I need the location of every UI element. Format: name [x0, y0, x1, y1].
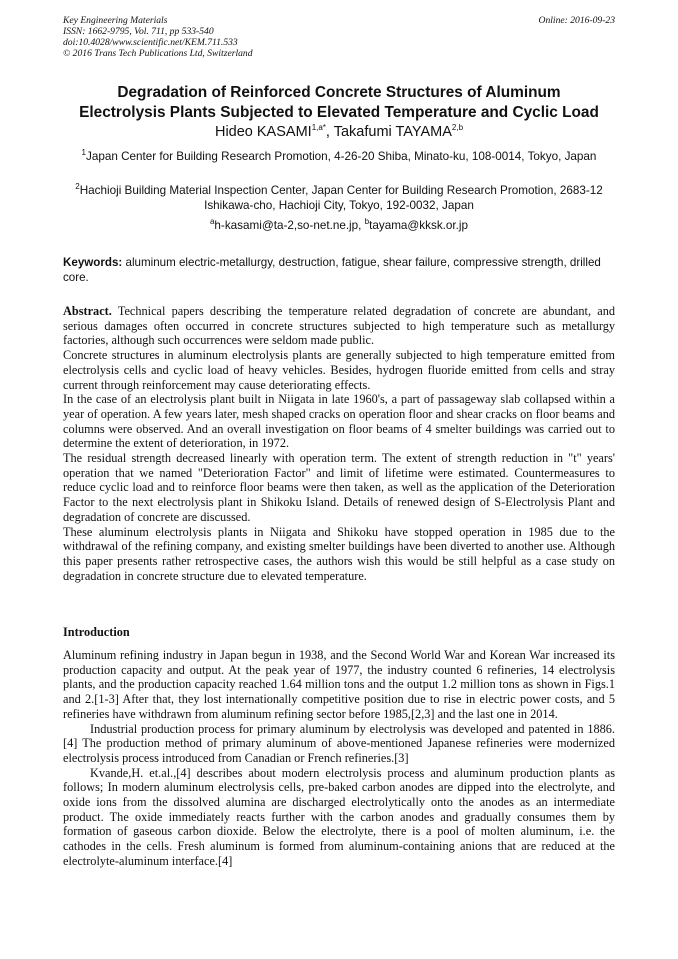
- author-1-sup: 1,a*: [311, 123, 326, 133]
- affiliation-2-text: Hachioji Building Material Inspection Center, Japan Center for Building Research Promotion, 2683-12 Ishikawa-cho, Hachioji City, Tokyo, 192-0032, Japan: [79, 184, 603, 212]
- introduction-body: [63, 648, 615, 869]
- author-separator: ,: [325, 124, 334, 140]
- intro-paragraph-1: Aluminum refining industry in Japan begun in 1938, and the Second World War and Korean War increased its production capacity and output. At the peak year of 1977, the industry counted 6 refineries, 14 electrolysis plants, and the production capacity reached 1.64 million tons and the output 1.2 million tons as shown in Figs.1 and 2.[1-3] After that, they lost internationally competitive position due to rise in electric power costs, and 5 refineries have withdrawn from aluminum refining sector before 1985,[2,3] and the last one in 2014.: [63, 648, 615, 721]
- email-a[interactable]: h-kasami@ta-2,so-net.ne.jp,: [214, 219, 365, 232]
- affiliation-2: [60, 183, 618, 213]
- keywords-text: aluminum electric-metallurgy, destruction, fatigue, shear failure, compressive strength, drilled core.: [63, 256, 601, 284]
- abstract-paragraph-3: In the case of an electrolysis plant built in Niigata in late 1960's, a part of passageway slab collapsed within a year of operation. A few years later, mesh shaped cracks on operation floor and shear cracks on floor beams and columns were observed. And an overall investigation on floor beams of 4 smelter buildings was carried out to determine the extent of deterioration, in 1972.: [63, 392, 615, 451]
- title-line-2: Electrolysis Plants Subjected to Elevated Temperature and Cyclic Load: [79, 104, 599, 121]
- abstract-label: Abstract.: [63, 304, 112, 318]
- intro-paragraph-2: Industrial production process for primary aluminum by electrolysis was developed and patented in 1886.[4] The production method of primary aluminum of above-mentioned Japanese refineries were modernized electrolysis process introduced from Canadian or French refineries.[3]: [63, 721, 615, 765]
- affiliation-1-sup: 1: [81, 148, 86, 158]
- affiliation-1-text: Japan Center for Building Research Promotion, 4-26-20 Shiba, Minato-ku, 108-0014, Tokyo, Japan: [86, 150, 597, 163]
- journal-name: Key Engineering Materials: [63, 15, 168, 26]
- email-a-sup: a: [209, 217, 215, 227]
- author-2-sup: 2,b: [451, 123, 464, 133]
- keywords: [63, 256, 615, 285]
- author-emails: [60, 218, 618, 233]
- journal-copyright: © 2016 Trans Tech Publications Ltd, Switzerland: [63, 48, 253, 59]
- intro-paragraph-3: Kvande,H. et.al.,[4] describes about modern electrolysis process and aluminum production plants as follows; In modern aluminum electrolysis cells, pre-baked carbon anodes are dipped into the electrolyte, and oxide ions from the dissolved alumina are discharged electrolytically onto the anodes as an intermediate product. The oxide immediately reacts further with the carbon anodes and gradually consumes them by formation of gaseous carbon dioxide. Below the electrolyte, there is a pool of molten aluminum, i.e. the cathodes in the cells. Fresh aluminum is formed from aluminum-containing anions that are reduced at the electrolyte-aluminum interface.[4]: [63, 765, 615, 868]
- author-2: Takafumi TAYAMA: [333, 124, 452, 140]
- abstract-paragraph-2: Concrete structures in aluminum electrolysis plants are generally subjected to high temperature emitted from electrolysis cells and cyclic load of heavy vehicles. Besides, hydrogen fluoride emitted from cells and stray current through reinforcement may cause deteriorating effects.: [63, 348, 615, 392]
- email-b[interactable]: tayama@kksk.or.jp: [369, 219, 469, 232]
- affiliation-1: [60, 149, 618, 164]
- author-list: [40, 123, 638, 141]
- abstract-paragraph-5: These aluminum electrolysis plants in Niigata and Shikoku have stopped operation in 1985 due to the withdrawal of the refining company, and existing smelter buildings have been diverted to another use. Although this paper presents rather retrospective cases, the authors wish this would be still helpful as a case study on degradation in concrete structure due to elevated temperature.: [63, 524, 615, 583]
- journal-doi[interactable]: doi:10.4028/www.scientific.net/KEM.711.533: [63, 37, 238, 48]
- title-line-1: Degradation of Reinforced Concrete Structures of Aluminum: [117, 84, 561, 101]
- email-b-sup: b: [364, 217, 370, 227]
- paper-title: [40, 83, 638, 123]
- introduction-heading: Introduction: [63, 625, 130, 639]
- keywords-label: Keywords:: [63, 256, 123, 269]
- affiliation-2-sup: 2: [75, 182, 80, 192]
- journal-issn: ISSN: 1662-9795, Vol. 711, pp 533-540: [63, 26, 214, 37]
- online-date: Online: 2016-09-23: [538, 15, 615, 26]
- abstract-paragraph-1: [63, 304, 615, 348]
- abstract-p1-text: Technical papers describing the temperature related degradation of concrete are abundant, and serious damages often occurred in concrete structures subjected to high temperature such as metallurgy factories, although such occurrences were seldom made public.: [63, 304, 615, 348]
- abstract-paragraph-4: The residual strength decreased linearly with operation term. The extent of strength reduction in "t" years' operation that we named "Deterioration Factor" and limit of lifetime were estimated. Countermeasures to reduce cyclic load and to reinforce floor beams were then taken, as well as the application of the Deterioration Factor to the next electrolysis plant in Shikoku Island. Details of renewed design of S-Electrolysis Plant and degradation of concrete are discussed.: [63, 451, 615, 524]
- abstract: [63, 304, 615, 583]
- journal-header: [63, 15, 423, 59]
- author-1: Hideo KASAMI: [214, 124, 312, 140]
